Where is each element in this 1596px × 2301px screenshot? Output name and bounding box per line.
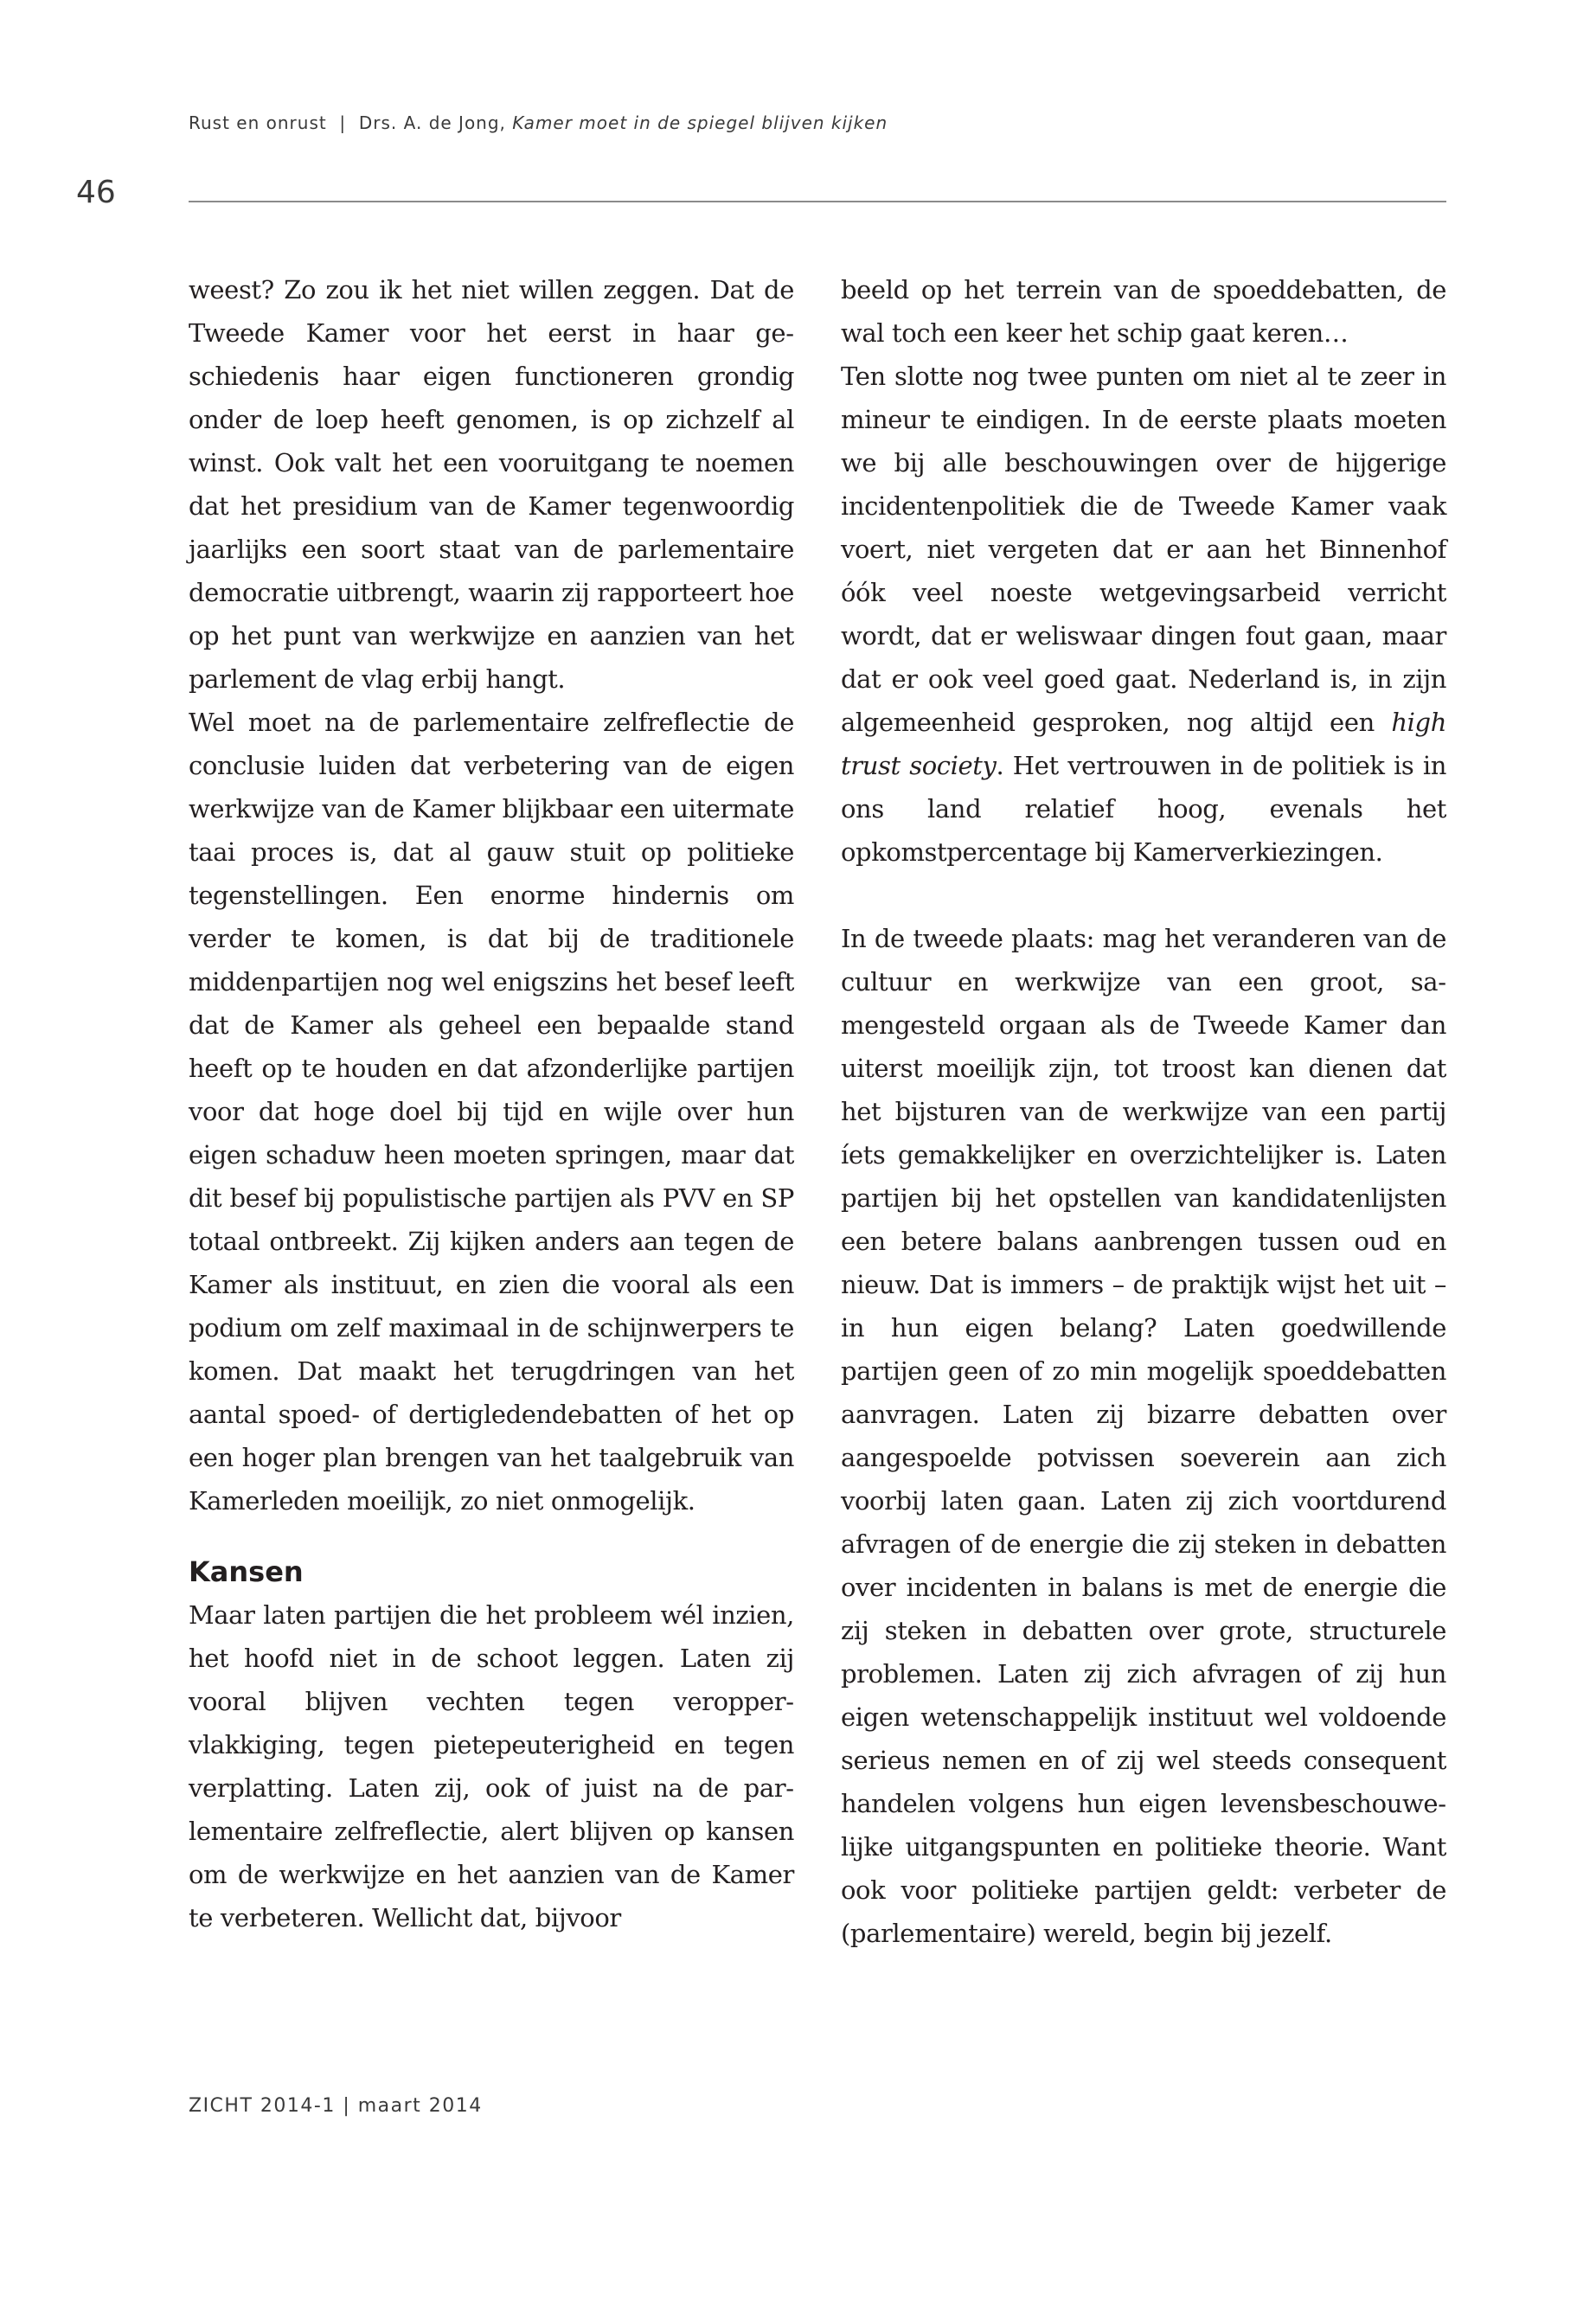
right-paragraph-2-part-a: Ten slotte nog twee punten om niet al te zeer in mineur te eindigen. In de eerste plaats moeten we bij alle beschouwingen over de hijgerige incidentenpolitiek die de Tweede Kamer vaak voert, niet vergeten dat er aan het Binnenhof óók veel noeste wetgevingsarbeid verricht wordt, dat er weliswaar dingen fout gaan, maar dat er ook veel goed gaat. Nederland is, in zijn algemeenheid gesproken, nog altijd een xyxy=(841,362,1446,737)
section-heading-kansen: Kansen xyxy=(189,1555,304,1588)
header-rule xyxy=(189,201,1446,202)
page-footer: ZICHT 2014-1 | maart 2014 xyxy=(189,2095,483,2117)
header-author: Drs. A. de Jong, xyxy=(358,112,506,133)
header-section: Rust en onrust xyxy=(189,112,327,133)
left-column xyxy=(189,268,794,1939)
right-paragraph-2 xyxy=(841,355,1446,874)
header-separator: | xyxy=(339,112,347,133)
right-paragraph-1: beeld op het terrein van de spoeddebatten, de wal toch een keer het schip gaat keren… xyxy=(841,275,1446,348)
left-paragraph-3: Maar laten partijen die het probleem wél inzien, het hoofd niet in de schoot leggen. Laten zij vooral blijven vechten tegen veroppervlakkiging, tegen pietepeuterigheid en tegen verplatting. Laten zij, ook of juist na de parlementaire zelfreflectie, alert blijven op kansen om de werkwijze en het aanzien van de Kamer te verbeteren. Wellicht dat, bijvoor xyxy=(189,1600,794,1932)
running-header xyxy=(189,112,888,133)
right-paragraph-2-part-b: . Het vertrouwen in de politiek is in ons land relatief hoog, evenals het opkomstpercentage bij Kamerverkiezingen. xyxy=(841,751,1446,867)
left-paragraph-2: Wel moet na de parlementaire zelfreflectie de conclusie luiden dat verbetering van de eigen werkwijze van de Kamer blijkbaar een uitermate taai proces is, dat al gauw stuit op politieke tegenstellingen. Een enorme hindernis om verder te komen, is dat bij de traditionele middenpartijen nog wel enigszins het besef leeft dat de Kamer als geheel een bepaalde stand heeft op te houden en dat afzonderlijke partijen voor dat hoge doel bij tijd en wijle over hun eigen schaduw heen moeten springen, maar dat dit besef bij populistische partijen als PVV en SP totaal ontbreekt. Zij kijken anders aan tegen de Kamer als instituut, en zien die vooral als een podium om zelf maximaal in de schijnwerpers te komen. Dat maakt het terugdringen van het aantal spoed- of dertigledendebatten of het op een hoger plan brengen van het taalgebruik van Kamerleden moeilijk, zo niet onmogelijk. xyxy=(189,708,794,1516)
right-paragraph-3: In de tweede plaats: mag het veranderen van de cultuur en werkwijze van een groot, samengesteld orgaan als de Tweede Kamer dan uiterst moeilijk zijn, tot troost kan dienen dat het bijsturen van de werkwijze van een partij íets gemakkelijker en overzichtelijker is. Laten partijen bij het opstellen van kandidatenlijsten een betere balans aanbrengen tussen oud en nieuw. Dat is immers – de praktijk wijst het uit – in hun eigen belang? Laten goedwillende partijen geen of zo min mogelijk spoeddebatten aanvragen. Laten zij bizarre debatten over aangespoelde potvissen soeverein aan zich voorbij laten gaan. Laten zij zich voortdurend afvragen of de energie die zij steken in debatten over incidenten in balans is met de energie die zij steken in debatten over grote, structurele problemen. Laten zij zich afvragen of zij hun eigen wetenschappelijk instituut wel voldoende serieus nemen en of zij wel steeds consequent handelen volgens hun eigen levensbeschouwelijke uitgangspunten en politieke theorie. Want ook voor politieke partijen geldt: verbeter de (parlementaire) wereld, begin bij jezelf. xyxy=(841,924,1446,1948)
right-column xyxy=(841,268,1446,1955)
right-paragraph-2-italic: high trust society xyxy=(841,708,1446,780)
left-paragraph-1: weest? Zo zou ik het niet willen zeggen. Dat de Tweede Kamer voor het eerst in haar geschiedenis haar eigen functioneren grondig onder de loep heeft genomen, is op zichzelf al winst. Ook valt het een vooruitgang te noemen dat het presidium van de Kamer tegenwoordig jaarlijks een soort staat van de parlementaire democratie uitbrengt, waarin zij rapporteert hoe op het punt van werkwijze en aanzien van het parlement de vlag erbij hangt. xyxy=(189,275,794,694)
page-number: 46 xyxy=(76,175,116,210)
header-article-title: Kamer moet in de spiegel blijven kijken xyxy=(512,112,888,133)
